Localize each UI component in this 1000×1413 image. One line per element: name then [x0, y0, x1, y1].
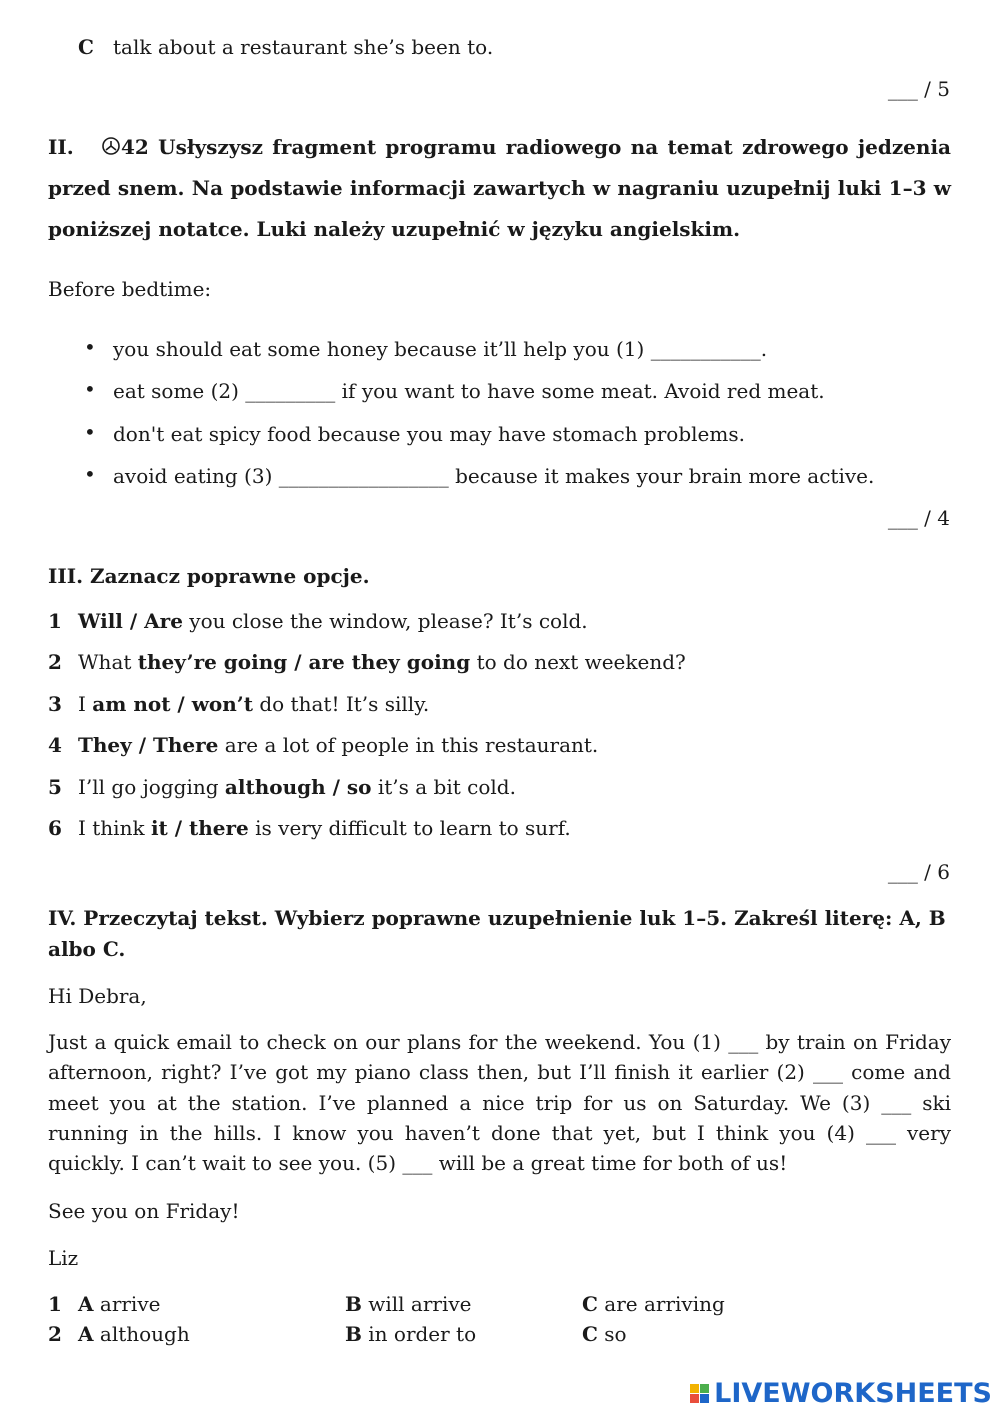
top-option-text: talk about a restaurant she’s been to.: [113, 35, 494, 59]
score-section-2: ___ / 4: [887, 506, 950, 530]
option-b[interactable]: B will arrive: [345, 1292, 472, 1316]
option-c[interactable]: C so: [582, 1322, 627, 1346]
option-a[interactable]: A although: [78, 1322, 190, 1346]
logo-mark-icon: [690, 1384, 709, 1403]
email-signoff: See you on Friday!: [48, 1199, 240, 1223]
bullet-icon: [84, 386, 94, 396]
section2-number: II.: [48, 135, 74, 159]
choice-options[interactable]: it / there: [150, 816, 249, 840]
liveworksheets-logo[interactable]: [690, 1378, 992, 1408]
score-section-1: ___ / 5: [887, 77, 950, 101]
section2-line3: poniższej notatce. Luki należy uzupełnić w języku angielskim.: [48, 217, 741, 241]
choice-options[interactable]: they’re going / are they going: [137, 650, 471, 674]
bullet-item-1: you should eat some honey because it’ll help you (1) ___________.: [113, 337, 768, 361]
section2-heading-line1: [48, 135, 951, 159]
choice-options[interactable]: am not / won’t: [92, 692, 253, 716]
choice-options[interactable]: although / so: [224, 775, 372, 799]
section4-heading-line2: albo C.: [48, 937, 126, 961]
score-section-3: ___ / 6: [887, 860, 950, 884]
bullet-icon: [84, 429, 94, 439]
top-option-letter: C: [78, 35, 94, 59]
section2-intro: Before bedtime:: [48, 277, 212, 301]
choice-options[interactable]: Will / Are: [78, 609, 183, 633]
section2-line1: 42 Usłyszysz fragment programu radiowego na temat zdrowego jedzenia: [121, 135, 951, 159]
bullet-icon: [84, 471, 94, 481]
email-greeting: Hi Debra,: [48, 984, 147, 1008]
audio-track-icon[interactable]: [101, 135, 121, 159]
choice-options[interactable]: They / There: [78, 733, 219, 757]
section3-heading: III. Zaznacz poprawne opcje.: [48, 564, 370, 588]
bullet-item-3: don't eat spicy food because you may have stomach problems.: [113, 422, 745, 446]
section2-line2: przed snem. Na podstawie informacji zawartych w nagraniu uzupełnij luki 1–3 w: [48, 176, 951, 200]
logo-text: LIVEWORKSHEETS: [714, 1377, 992, 1409]
top-option: [78, 34, 493, 60]
option-a[interactable]: A arrive: [78, 1292, 161, 1316]
option-c[interactable]: C are arriving: [582, 1292, 725, 1316]
bullet-item-2: eat some (2) _________ if you want to have some meat. Avoid red meat.: [113, 379, 825, 403]
worksheet-page: C talk about a restaurant she’s been to. ___ / 5 II. 42 Usłyszysz fragment programu radiowego na temat zdrowego jedzenia przed snem. Na podstawie informacji zawartych w nagraniu uzupełnij luki 1–3 w poniższej notatce. Luki należy uzupełnić w języku angielskim. Before bedtime: • you should eat some honey because it’ll help you (1) ___________. • eat some (2) _________ if you want to have some meat. Avoid red meat. • don't eat spicy food because you may have stomach problems. • avoid eating (3) _________________ because it makes your brain more active. ___ / 4 III. Zaznacz poprawne opcje. 1 Will / Are you close the window, please? It’s cold. 2 What they’re going / are they going to do next weekend? 3 I am not / won’t do that! It’s silly. 4 They / There are a lot of people in this restaurant. 5 I’ll go jogging although / so it’s a bit cold. 6 I think it / there is very difficult to learn to surf. ___ / 6 IV. Przeczytaj tekst. Wybierz poprawne uzupełnienie luk 1–5. Zakreśl literę: A, B albo C. Hi Debra, Just a quick email to check on our plans for the weekend. You (1) ___ by train on Friday afternoon, right? I’ve got my piano class then, but I’ll finish it earlier (2) ___ come and meet you at the station. I’ve planned a nice trip for us on Saturday. We (3) ___ ski running in the hills. I know you haven’t done that yet, but I think you (4) ___ very quickly. I can’t wait to see you. (5) ___ will be a great time for both of us! See you on Friday! Liz 1 A arrive B will arrive C are arriving 2 A although B in order to C so LIVEWORKSHEETS: [0, 0, 1000, 1413]
email-body: Just a quick email to check on our plans for the weekend. You (1) ___ by train on Friday afternoon, right? I’ve got my piano class then, but I’ll finish it earlier (2) ___ come and meet you at the station. I’ve planned a nice trip for us on Saturday. We (3) ___ ski running in the hills. I know you haven’t done that yet, but I think you (4) ___ very quickly. I can’t wait to see you. (5) ___ will be a great time for both of us!: [48, 1030, 951, 1176]
option-b[interactable]: B in order to: [345, 1322, 477, 1346]
email-name: Liz: [48, 1246, 79, 1270]
bullet-item-4: avoid eating (3) _________________ because it makes your brain more active.: [113, 464, 875, 488]
bullet-icon: [84, 344, 94, 354]
section4-heading-line1: IV. Przeczytaj tekst. Wybierz poprawne uzupełnienie luk 1–5. Zakreśl literę: A, B: [48, 906, 946, 930]
